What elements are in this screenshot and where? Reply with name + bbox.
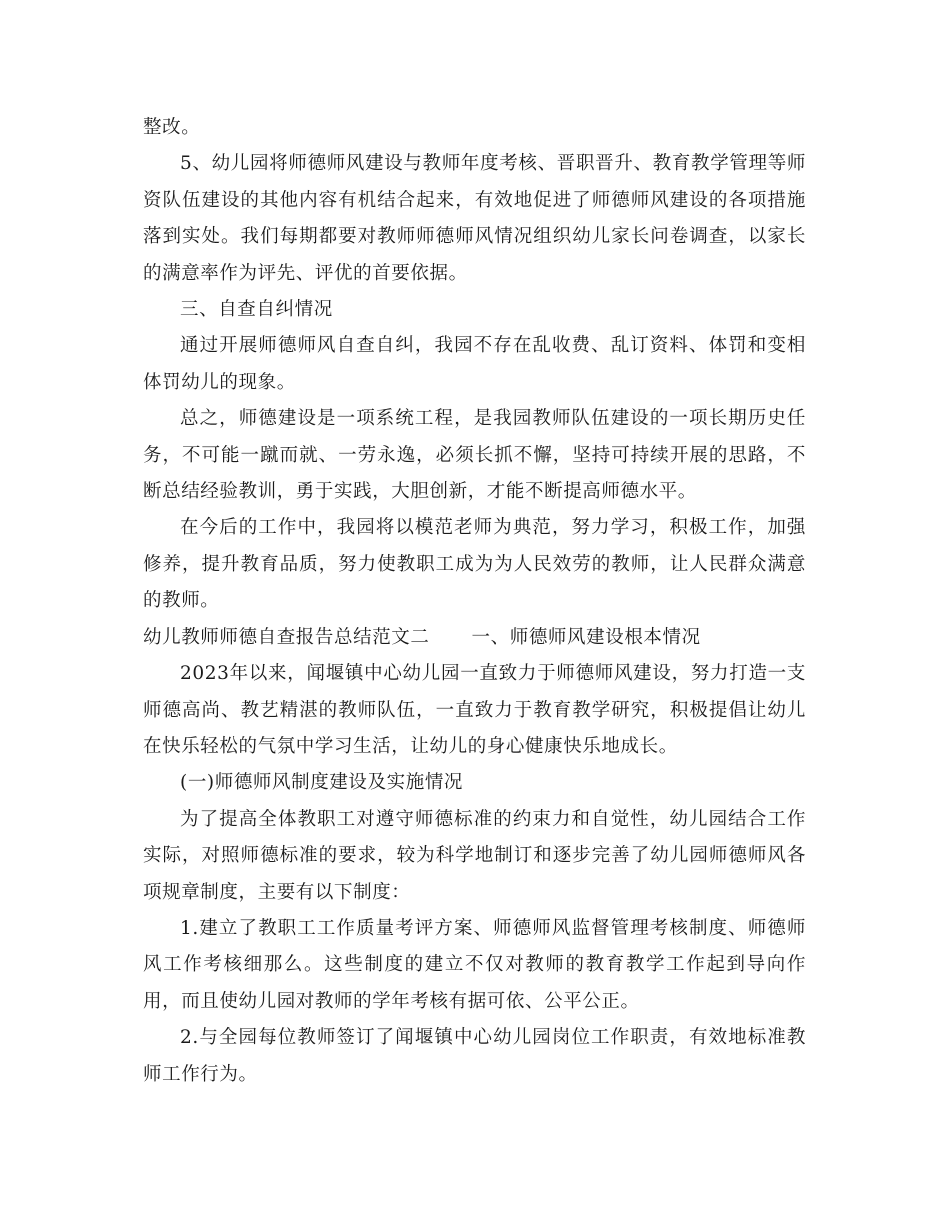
- section-heading-self-check: 三、自查自纠情况: [180, 299, 333, 321]
- article-heading-line: [143, 620, 806, 656]
- article-title: 幼儿教师师德自查报告总结范文二: [143, 626, 430, 648]
- paragraph-summary: 总之，师德建设是一项系统工程，是我园教师队伍建设的一项长期历史任务，不可能一蹴而就、一劳永逸，必须长抓不懈，坚持可持续开展的思路，不断总结经验教训，勇于实践，大胆创新，才能不断提高师德水平。: [143, 408, 806, 503]
- paragraph-self-check: 通过开展师德师风自查自纠，我园不存在乱收费、乱订资料、体罚和变相体罚幼儿的现象。: [143, 335, 806, 393]
- section-heading-basic: 一、师德师风建设根本情况: [471, 626, 701, 648]
- paragraph-future: 在今后的工作中，我园将以模范老师为典范，努力学习，积极工作，加强修养，提升教育品质，努力使教职工成为为人民效劳的教师，让人民群众满意的教师。: [143, 517, 806, 612]
- paragraph-rules-intro: 为了提高全体教职工对遵守师德标准的约束力和自觉性，幼儿园结合工作实际，对照师德标准的要求，较为科学地制订和逐步完善了幼儿园师德师风各项规章制度，主要有以下制度：: [143, 808, 806, 903]
- paragraph-continuation: 整改。: [143, 117, 201, 138]
- paragraph-rule-2: 2.与全园每位教师签订了闻堰镇中心幼儿园岗位工作职责，有效地标准教师工作行为。: [143, 1027, 806, 1085]
- paragraph-since-2023: 2023年以来，闻堰镇中心幼儿园一直致力于师德师风建设，努力打造一支师德高尚、教艺精湛的教师队伍，一直致力于教育教学研究，积极提倡让幼儿在快乐轻松的气氛中学习生活，让幼儿的身心健康快乐地成长。: [143, 663, 806, 757]
- paragraph-rule-1: 1.建立了教职工工作质量考评方案、师德师风监督管理考核制度、师德师风工作考核细那么。这些制度的建立不仅对教师的教育教学工作起到导向作用，而且使幼儿园对教师的学年考核有据可依、公平公正。: [143, 917, 806, 1012]
- paragraph-item-5: 5、幼儿园将师德师风建设与教师年度考核、晋职晋升、教育教学管理等师资队伍建设的其他内容有机结合起来，有效地促进了师德师风建设的各项措施落到实处。我们每期都要对教师师德师风情况组织幼儿家长问卷调查，以家长的满意率作为评先、评优的首要依据。: [143, 153, 806, 284]
- document-body: [143, 110, 806, 1093]
- subsection-heading-rules: (一)师德师风制度建设及实施情况: [180, 772, 464, 794]
